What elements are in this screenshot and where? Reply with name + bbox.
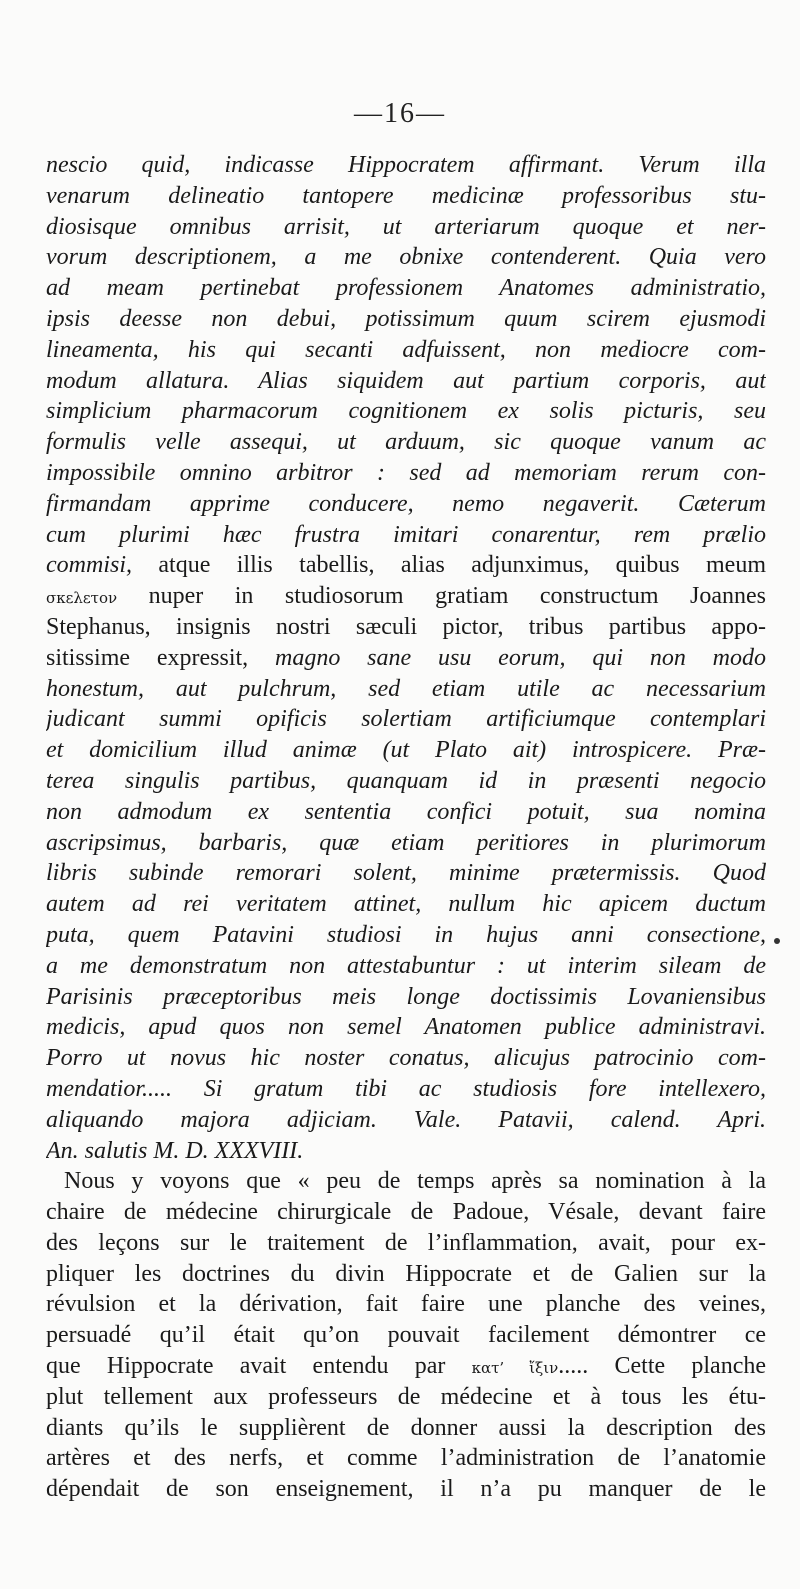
text-segment: révulsion et la dérivation, fait faire une planche des veines, [46,1291,766,1318]
text-line [46,1443,766,1474]
text-line [46,1228,766,1259]
greek-text: κατ’ ἴξιν [471,1359,559,1378]
text-line [46,735,766,766]
text-segment: ipsis deesse non debui, potissimum quum scirem ejusmodi [46,305,766,332]
text-segment: nescio quid, indicasse Hippocratem affirmant. Verum illa [46,152,766,178]
text-line [46,242,766,273]
text-line [46,1320,766,1351]
text-line [46,550,766,581]
text-segment: cum plurimi hæc frustra imitari conarentur, rem prælio [46,521,766,548]
text-segment: ..... Cette planche [558,1353,766,1380]
text-segment: plut tellement aux professeurs de médecine et à tous les étu- [46,1383,766,1410]
text-segment: Parisinis præceptoribus meis longe doctissimis Lovaniensibus [46,983,766,1010]
text-segment: des leçons sur le traitement de l’inflammation, avait, pour ex- [46,1229,766,1256]
text-line [46,458,766,489]
page-number: —16— [354,98,446,129]
text-line [46,1289,766,1320]
text-segment: vorum descriptionem, a me obnixe contenderent. Quia vero [46,244,766,271]
text-line [46,1413,766,1444]
text-segment: medicis, apud quos non semel Anatomen publice administravi. [46,1014,766,1041]
text-line [46,1351,766,1382]
text-line [46,858,766,889]
text-segment: ad meam pertinebat professionem Anatomes administratio, [46,275,766,302]
text-segment: que Hippocrate avait entendu par [46,1353,472,1380]
text-line [46,181,766,212]
text-line [46,427,766,458]
text-segment: firmandam apprime conducere, nemo negaverit. Cæterum [46,490,766,517]
text-segment: autem ad rei veritatem attinet, nullum hic apicem ductum [46,891,766,918]
text-segment: mendatior..... Si gratum tibi ac studiosis fore intellexero, [46,1075,766,1102]
text-segment: aliquando majora adjiciam. Vale. Patavii, calend. Apri. [46,1106,766,1133]
text-line [46,1166,766,1197]
text-line [46,1074,766,1105]
text-line [46,581,766,612]
text-line [46,1382,766,1413]
text-line [46,982,766,1013]
text-line [46,520,766,551]
text-line [46,1136,766,1167]
text-segment: pliquer les doctrines du divin Hippocrate et de Galien sur la [46,1260,766,1287]
text-segment: diants qu’ils le supplièrent de donner aussi la description des [46,1414,766,1441]
printer-mark [774,938,780,944]
text-segment: formulis velle assequi, ut arduum, sic quoque vanum ac [46,429,766,456]
text-segment: ascripsimus, barbaris, quæ etiam peritiores in plurimorum [46,829,766,856]
text-segment: commisi, [46,552,132,579]
greek-text: σκελετον [46,589,118,608]
text-segment: An. salutis M. D. XXXVIII. [46,1137,304,1164]
text-line [46,766,766,797]
text-line [46,920,766,951]
text-segment: Nous y voyons que « peu de temps après sa nomination à la [64,1168,766,1195]
text-line [46,396,766,427]
text-segment: dépendait de son enseignement, il n’a pu manquer de le [46,1476,766,1503]
text-segment: puta, quem Patavini studiosi in hujus anni consectione, [46,921,766,948]
text-line [46,612,766,643]
text-segment: magno sane usu eorum, qui non modo [275,644,766,671]
text-segment: Stephanus, insignis nostri sæculi pictor, tribus partibus appo- [46,613,766,640]
text-line [46,1105,766,1136]
text-segment: lineamenta, his qui secanti adfuissent, non mediocre com- [46,336,766,363]
text-line [46,212,766,243]
text-line [46,1474,766,1505]
text-line [46,889,766,920]
text-segment: libris subinde remorari solent, minime prætermissis. Quod [46,860,766,887]
text-segment: non admodum ex sententia confici potuit, sua nomina [46,798,766,825]
text-line [46,828,766,859]
text-segment: honestum, aut pulchrum, sed etiam utile ac necessarium [46,675,766,702]
text-line [46,1197,766,1228]
body-text [46,150,766,1505]
text-segment: diosisque omnibus arrisit, ut arteriarum quoque et ner- [46,213,766,240]
text-segment: chaire de médecine chirurgicale de Padoue, Vésale, devant faire [46,1199,766,1226]
text-segment: atque illis tabellis, alias adjunximus, quibus meum [132,552,766,579]
text-segment: venarum delineatio tantopere medicinæ professoribus stu- [46,182,766,209]
text-segment: simplicium pharmacorum cognitionem ex solis picturis, seu [46,398,766,425]
text-line [46,150,766,181]
text-line [46,489,766,520]
text-segment: a me demonstratum non attestabuntur : ut interim sileam de [46,952,766,979]
text-line [46,1043,766,1074]
text-segment: terea singulis partibus, quanquam id in præsenti negocio [46,767,766,794]
text-line [46,1012,766,1043]
text-segment: Porro ut novus hic noster conatus, alicujus patrocinio com- [46,1045,766,1072]
text-line [46,1259,766,1290]
text-line [46,643,766,674]
text-segment: artères et des nerfs, et comme l’administration de l’anatomie [46,1445,766,1472]
text-line [46,304,766,335]
text-segment: impossibile omnino arbitror : sed ad memoriam rerum con- [46,459,766,486]
text-line [46,951,766,982]
text-line [46,273,766,304]
text-segment: judicant summi opificis solertiam artificiumque contemplari [46,706,766,733]
text-segment: persuadé qu’il était qu’on pouvait facilement démontrer ce [46,1322,766,1349]
text-segment: nuper in studiosorum gratiam constructum Joannes [117,583,766,610]
text-line [46,335,766,366]
text-line [46,674,766,705]
text-segment: modum allatura. Alias siquidem aut partium corporis, aut [46,367,766,394]
text-segment: sitissime expressit, [46,644,275,671]
text-segment: et domicilium illud animæ (ut Plato ait) introspicere. Præ- [46,737,766,764]
text-line [46,704,766,735]
text-line [46,366,766,397]
text-line [46,797,766,828]
